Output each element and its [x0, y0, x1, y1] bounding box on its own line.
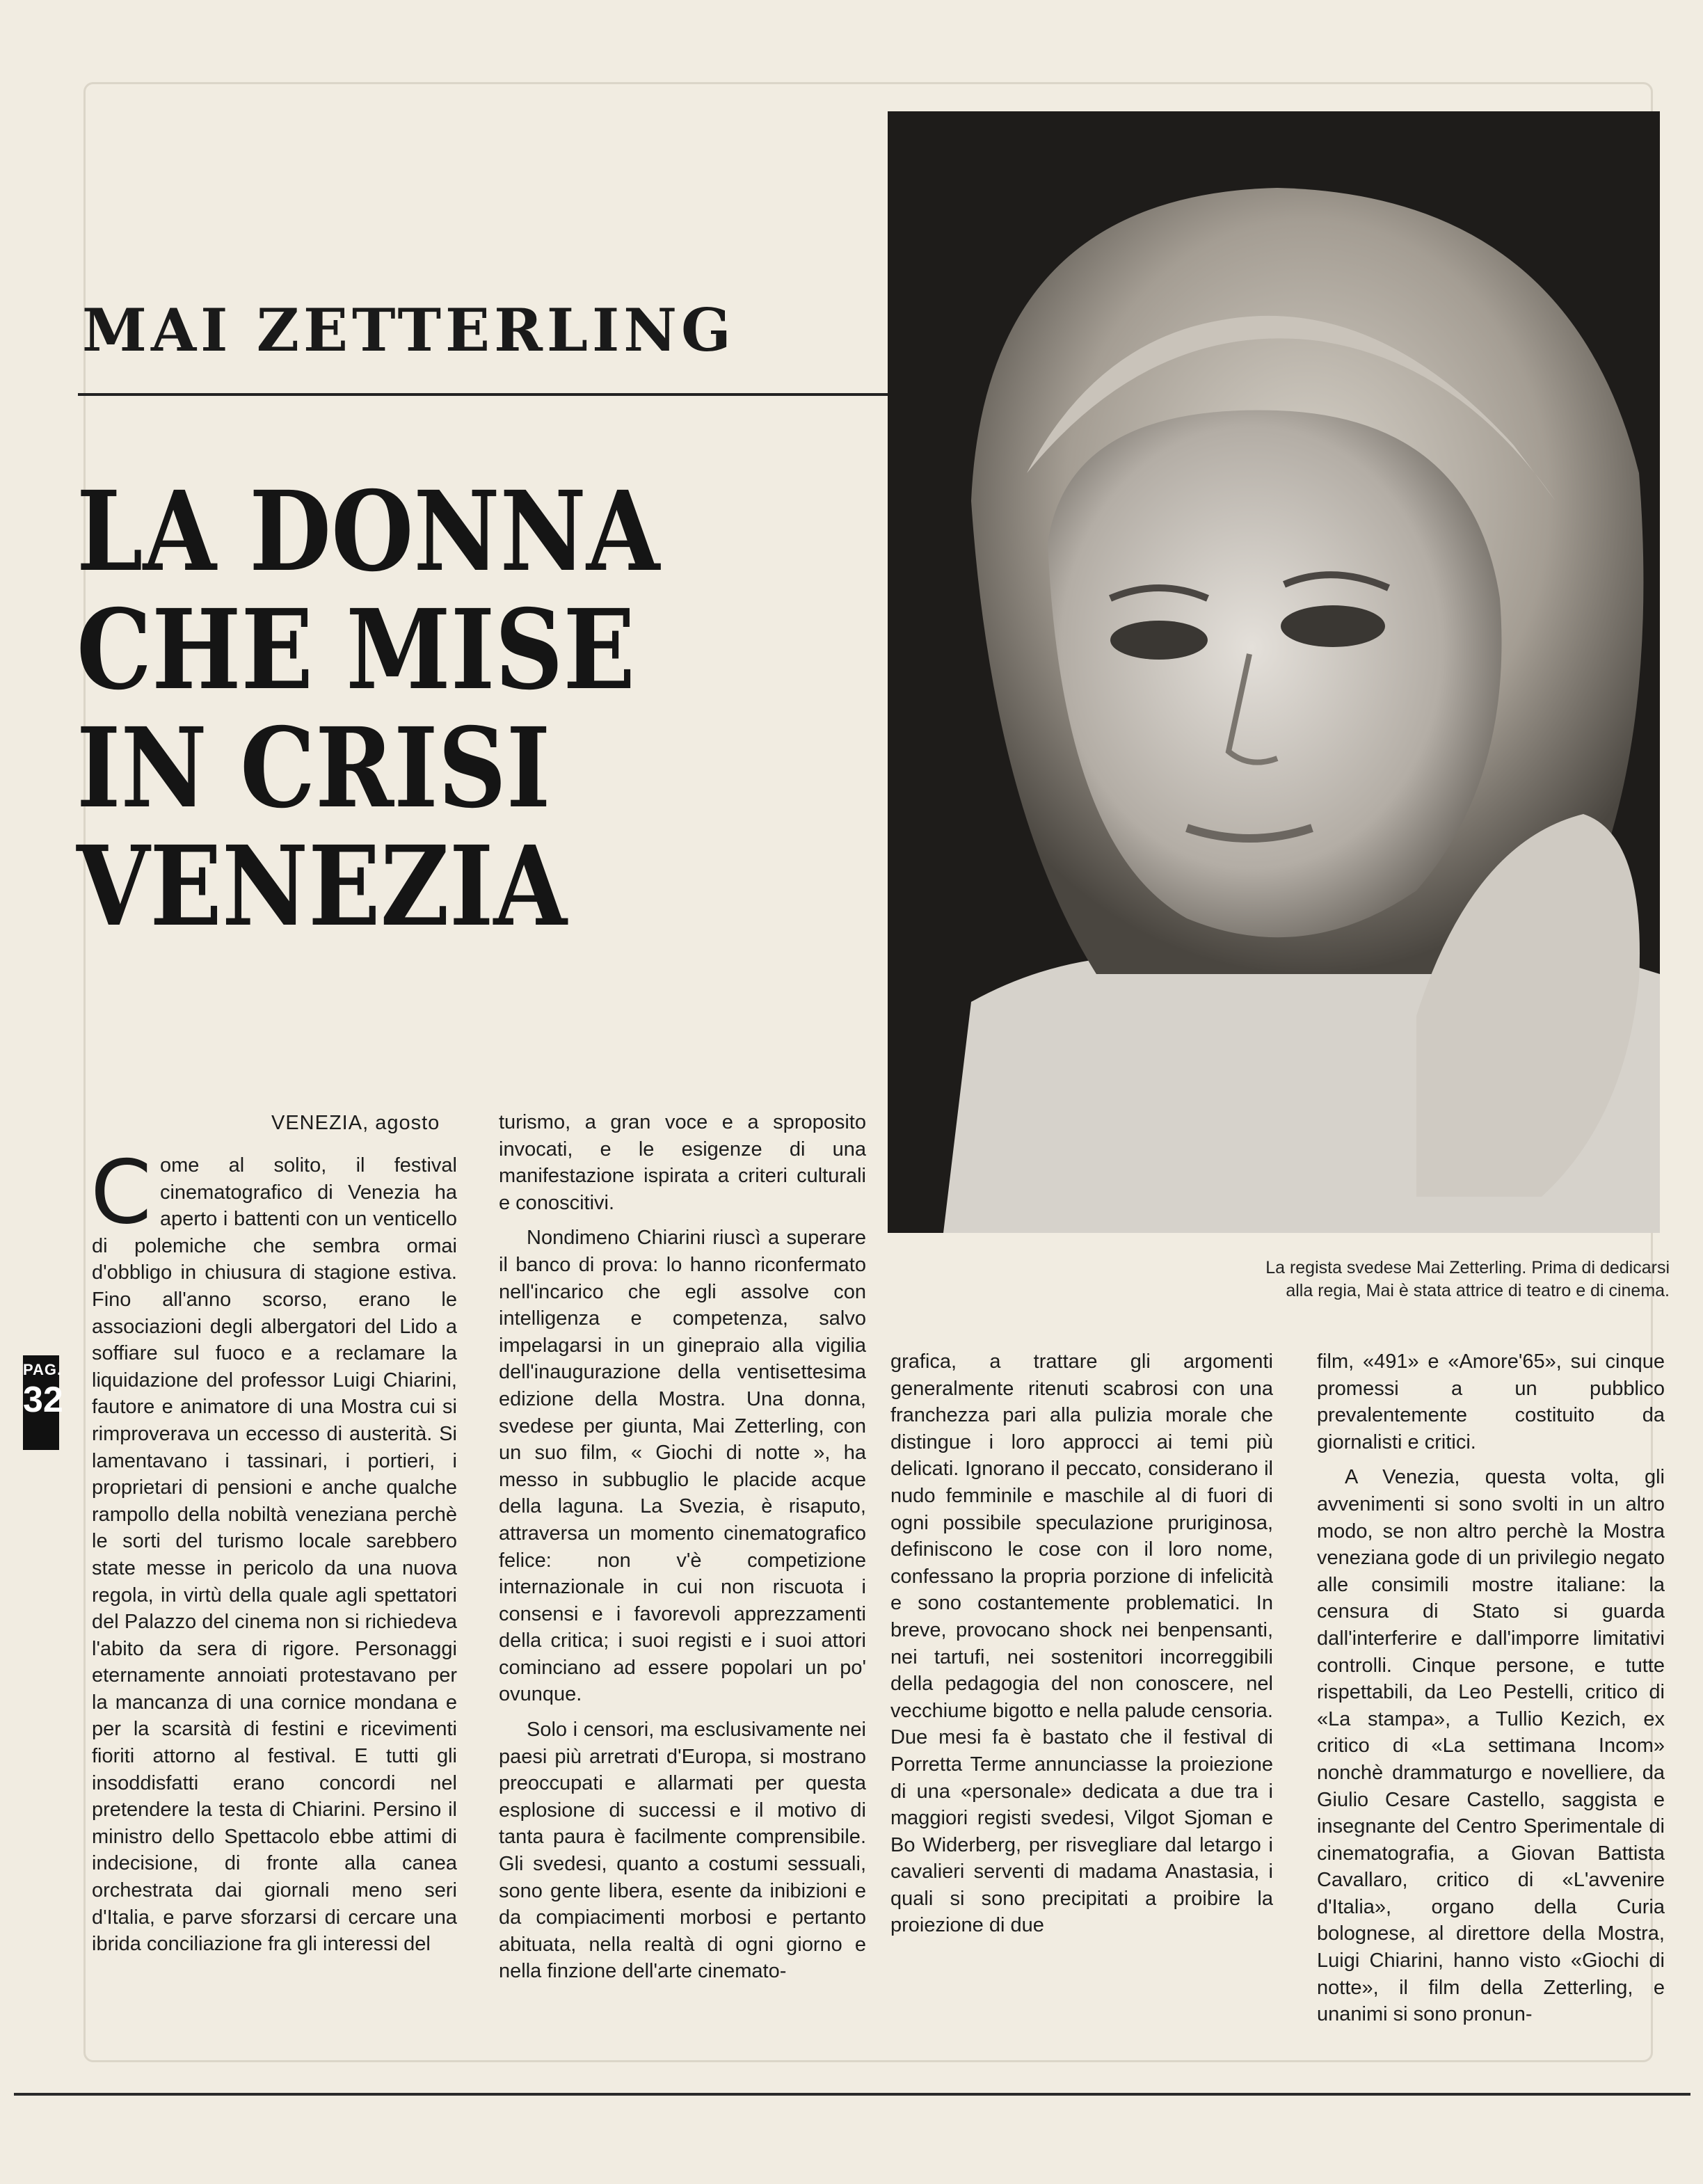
col2-paragraph-1: turismo, a gran voce e a sproposito invocati, e le esigenze di una manifestazione ispirata a criteri culturali e conoscitivi.	[499, 1111, 866, 1214]
caption-line-1: La regista svedese Mai Zetterling. Prima di dedicarsi	[1265, 1258, 1670, 1277]
body-column-2	[499, 1109, 866, 1985]
headline-line-2: CHE MISE	[77, 586, 636, 715]
body-column-1	[90, 1141, 457, 1958]
body-column-4	[1317, 1348, 1665, 2028]
page-label: PAG.	[23, 1361, 63, 1378]
headline-rule	[78, 393, 890, 396]
col4-paragraph-1: film, «491» e «Amore'65», sui cinque promessi a un pubblico prevalentemente costituito da giornalisti e critici.	[1317, 1350, 1665, 1453]
article-kicker: MAI ZETTERLING	[82, 296, 735, 365]
page-number: 32	[23, 1380, 63, 1420]
col3-paragraph: grafica, a trattare gli argomenti generalmente ritenuti scabrosi con una franchezza pari alla pulizia morale che distingue i loro approcci ai temi più delicati. Ignorano il peccato, considerano il nudo femminile e maschile al di fuori di ogni possibile speculazione pruriginosa, definiscono le cose con il loro nome, confessano la propria porzione di infelicità e sono costantemente problematici. In breve, provocano shock nei benpensanti, nei tartufi, nei sostenitori incorreggibili della pedagogia del non conoscere, nel vecchiume bigotto e nella palude censoria. Due mesi fa è bastato che il festival di Porretta Terme annunciasse la proiezione di una «personale» dedicata a due tra i maggiori registi svedesi, Vilgot Sjoman e Bo Widerberg, per risvegliare dal letargo i cavalieri serventi di madama Anastasia, i quali si sono precipitati a proibire la proiezione di due	[890, 1350, 1273, 1937]
col4-paragraph-2: A Venezia, questa volta, gli avvenimenti si sono svolti in un altro modo, se non altro perchè la Mostra veneziana gode di un privilegio negato alle consimili mostre italiane: la censura di Stato si guarda dall'interferire e dall'imporre limitativi controlli. Cinque persone, e tutte rispettabili, da Leo Pestelli, critico di «La stampa», a Tullio Kezich, ex critico di «La settimana Incom» nonchè drammaturgo e novelliere, da Giulio Cesare Castello, saggista e insegnante del Centro Sperimentale di cinematografia, a Giovan Battista Cavallaro, critico di «L'avvenire d'Italia», organo della Curia bolognese, al direttore della Mostra, Luigi Chiarini, hanno visto «Giochi di notte», il film della Zetterling, e unanimi si sono pronun-	[1317, 1466, 1665, 2026]
caption-line-2: alla regia, Mai è stata attrice di teatro e di cinema.	[1286, 1281, 1670, 1300]
headline-line-4: VENEZIA	[77, 822, 567, 951]
col2-paragraph-2: Nondimeno Chiarini riuscì a superare il banco di prova: lo hanno riconfermato nell'incarico che egli assolve con intelligenza e competenza, salvo impelagarsi in un ginepraio alla vigilia dell'inaugurazione della ventisettesima edizione della Mostra. Una donna, svedese per giunta, Mai Zetterling, con un suo film, « Giochi di notte », ha messo in subbuglio le placide acque della laguna. La Svezia, è risaputo, attraversa un momento cinematografico felice: non v'è competizione internazionale in cui non riscuota i consensi e i favorevoli apprezzamenti della critica; i suoi registi e i suoi attori cominciano ad essere popolari un po' ovunque.	[499, 1227, 866, 1706]
portrait-illustration	[888, 111, 1660, 1233]
bottom-rule	[14, 2093, 1690, 2096]
portrait-photo	[888, 111, 1660, 1233]
article-headline	[77, 468, 776, 951]
page-number-badge	[23, 1355, 63, 1450]
headline-line-1: LA DONNA	[77, 468, 660, 596]
dateline: VENEZIA, agosto	[271, 1112, 440, 1134]
col2-paragraph-3: Solo i censori, ma esclusivamente nei paesi più arretrati d'Europa, si mostrano preoccupati e allarmati per questa esplosione di successi e il motivo di tanta paura è facilmente comprensibile. Gli svedesi, quanto a costumi sessuali, sono gente libera, esente da inibizioni e da compiacimenti morbosi e pertanto abituata, nella realtà di ogni giorno e nella finzione dell'arte cinemato-	[499, 1719, 866, 1983]
col1-paragraph: ome al solito, il festival cinematografico di Venezia ha aperto i battenti con un venticello di polemiche che sembra ormai d'obbligo in chiusura di stagione estiva. Fino all'anno scorso, erano le associazioni degli albergatori del Lido a soffiare sul fuoco e a reclamare la liquidazione del professor Luigi Chiarini, fautore e animatore di una Mostra cui si rimproverava un eccesso di austerità. Si lamentavano i tassinari, i portieri, i proprietari di pensioni e anche qualche rampollo della nobiltà veneziana perchè le sorti del turismo locale sarebbero state messe in pericolo da una nuova regola, in virtù della quale agli spettatori del Palazzo del cinema non si richiedeva l'abito da sera di rigore. Personaggi eternamente annoiati protestavano per la mancanza di una cornice mondana e per la scarsità di festini e ricevimenti fioriti attorno al festival. E tutti gli insoddisfatti erano concordi nel pretendere la testa di Chiarini. Persino il ministro dello Spettacolo ebbe attimi di indecisione, di fronte alla canea orchestrata dai giornali meno seri d'Italia, e parve sforzarsi di cercare una ibrida conciliazione fra gli interessi del	[92, 1154, 457, 1956]
headline-line-3: IN CRISI	[77, 704, 551, 833]
body-column-3	[890, 1348, 1273, 1939]
photo-caption	[1085, 1257, 1670, 1302]
drop-cap: C	[90, 1141, 152, 1243]
